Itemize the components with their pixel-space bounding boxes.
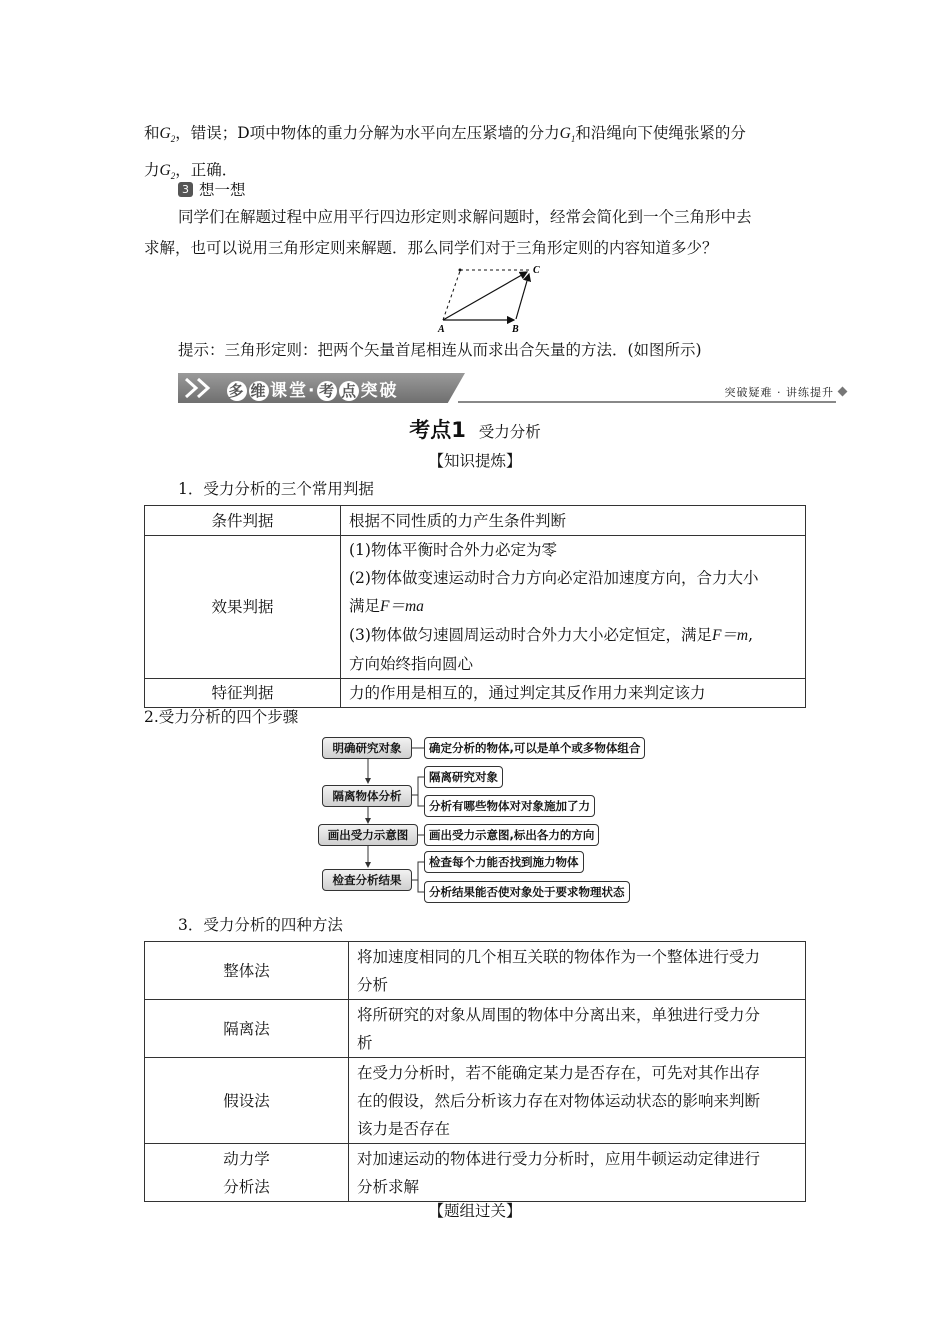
cell-line: 在的假设，然后分析该力存在对物体运动状态的影响来判断 — [357, 1091, 761, 1110]
cell-line: 分析 — [357, 975, 389, 994]
force-g2: $G_2$ — [159, 125, 176, 145]
cell-line: 在受力分析时，若不能确定某力是否存在，可先对其作出存 — [357, 1063, 761, 1082]
step-4-detail-1: 检查每个力能否找到施力物体 — [424, 851, 584, 873]
vector-ac — [443, 272, 527, 320]
point-b-label: B — [512, 324, 519, 334]
table-row — [145, 1000, 806, 1058]
table-cell-value — [349, 1000, 806, 1058]
cell-line: 该力是否存在 — [357, 1119, 451, 1138]
table-cell-value — [341, 536, 806, 679]
vector-bc — [516, 274, 529, 319]
cell-line: 满足F＝ma — [349, 597, 424, 615]
table-cell-key: 假设法 — [145, 1058, 349, 1144]
point-a-label: A — [438, 324, 445, 334]
step-2-detail-1: 隔离研究对象 — [424, 766, 503, 788]
table-cell-key: 特征判据 — [145, 679, 341, 708]
table-cell-value — [349, 942, 806, 1000]
step-4-detail-2: 分析结果能否使对象处于要求物理状态 — [424, 881, 630, 903]
table-cell-key — [145, 1144, 349, 1202]
table-row — [145, 1058, 806, 1144]
step-1-box: 明确研究对象 — [322, 737, 412, 759]
diamond-icon — [838, 387, 848, 397]
section-number: 考点1 — [409, 418, 466, 442]
hint-text: 提示：三角形定则：把两个矢量首尾相连从而求出合矢量的方法．(如图所示) — [178, 341, 702, 359]
knowledge-subhead: 【知识提炼】 — [428, 452, 522, 470]
table-row — [145, 679, 806, 708]
banner-char: 考 — [318, 382, 336, 400]
banner-subtitle: 突破疑难 · 讲练提升 — [724, 386, 834, 399]
step-3-box: 画出受力示意图 — [318, 824, 418, 846]
exercise-group-heading: 【题组过关】 — [428, 1202, 522, 1220]
formula: F＝ma — [380, 598, 424, 615]
item-3-heading: 3．受力分析的四种方法 — [178, 916, 343, 934]
table-row — [145, 1144, 806, 1202]
cell-line: 分析法 — [223, 1177, 270, 1196]
intro-text: 和 — [144, 124, 160, 142]
table-cell-value: 根据不同性质的力产生条件判断 — [341, 506, 806, 536]
force-g2: $G_2$ — [159, 162, 176, 182]
point-c-label: C — [533, 265, 540, 276]
cell-line: 析 — [357, 1033, 373, 1052]
step-4-box: 检查分析结果 — [322, 869, 412, 891]
intro-text: ，错误；D项中物体的重力分解为水平向左压紧墙的分力 — [175, 124, 560, 142]
table-cell-value — [349, 1144, 806, 1202]
cell-line: 方向始终指向圆心 — [349, 655, 474, 673]
step-3-detail: 画出受力示意图,标出各力的方向 — [424, 824, 599, 846]
think-line-1: 同学们在解题过程中应用平行四边形定则求解问题时，经常会简化到一个三角形中去 — [178, 208, 752, 226]
criteria-table — [144, 505, 806, 708]
banner-rule — [458, 401, 836, 403]
think-heading — [178, 180, 246, 200]
step-1-detail: 确定分析的物体,可以是单个或多物体组合 — [424, 737, 645, 759]
think-line-2: 求解，也可以说用三角形定则来解题．那么同学们对于三角形定则的内容知道多少？ — [144, 239, 718, 257]
intro-text: 力 — [144, 161, 160, 180]
intro-text: ，正确． — [175, 161, 238, 180]
think-title: 想一想 — [199, 181, 246, 199]
table-cell-value — [349, 1058, 806, 1144]
cell-line: 将加速度相同的几个相互关联的物体作为一个整体进行受力 — [357, 947, 761, 966]
table-cell-key: 效果判据 — [145, 536, 341, 679]
banner-char: 点 — [340, 382, 358, 400]
section-topic: 受力分析 — [478, 423, 541, 441]
triangle-rule-diagram — [430, 262, 550, 334]
dashed-side-left — [443, 271, 460, 320]
cell-line: 将所研究的对象从周围的物体中分离出来，单独进行受力分 — [357, 1005, 761, 1024]
banner-char: 多 — [228, 382, 246, 400]
methods-table — [144, 941, 806, 1202]
banner-title — [226, 376, 398, 401]
steps-flowchart — [318, 735, 668, 910]
intro-text: 和沿绳向下使绳张紧的分 — [575, 124, 746, 142]
table-cell-key: 隔离法 — [145, 1000, 349, 1058]
table-row — [145, 536, 806, 679]
table-cell-key: 整体法 — [145, 942, 349, 1000]
banner-char: 维 — [250, 382, 268, 400]
item-2-heading: 2.受力分析的四个步骤 — [144, 708, 299, 726]
cell-line: 动力学 — [223, 1149, 270, 1168]
step-2-detail-2: 分析有哪些物体对对象施加了力 — [424, 795, 595, 817]
intro-line-1 — [144, 118, 808, 155]
item-1-heading: 1．受力分析的三个常用判据 — [178, 480, 374, 498]
section-title — [0, 414, 950, 444]
cell-line: (1)物体平衡时合外力必定为零 — [349, 541, 557, 559]
double-chevron-icon — [184, 377, 220, 399]
force-g1: $G_1$ — [559, 125, 576, 145]
cell-line: (2)物体做变速运动时合力方向必定沿加速度方向，合力大小 — [349, 569, 759, 587]
banner-word: 突破 — [360, 381, 399, 401]
banner-dot: · — [308, 381, 317, 401]
formula: F＝m — [711, 627, 749, 644]
cell-line: 对加速运动的物体进行受力分析时，应用牛顿运动定律进行 — [357, 1149, 761, 1168]
banner-word: 课堂 — [270, 381, 308, 401]
cell-line: 分析求解 — [357, 1177, 420, 1196]
step-2-box: 隔离物体分析 — [322, 785, 412, 807]
section-banner — [178, 373, 846, 407]
table-row — [145, 506, 806, 536]
table-cell-key: 条件判据 — [145, 506, 341, 536]
table-cell-value: 力的作用是相互的，通过判定其反作用力来判定该力 — [341, 679, 806, 708]
cell-line: (3)物体做匀速圆周运动时合外力大小必定恒定，满足F＝m, — [349, 626, 754, 644]
table-row — [145, 942, 806, 1000]
number-badge: 3 — [178, 182, 193, 197]
